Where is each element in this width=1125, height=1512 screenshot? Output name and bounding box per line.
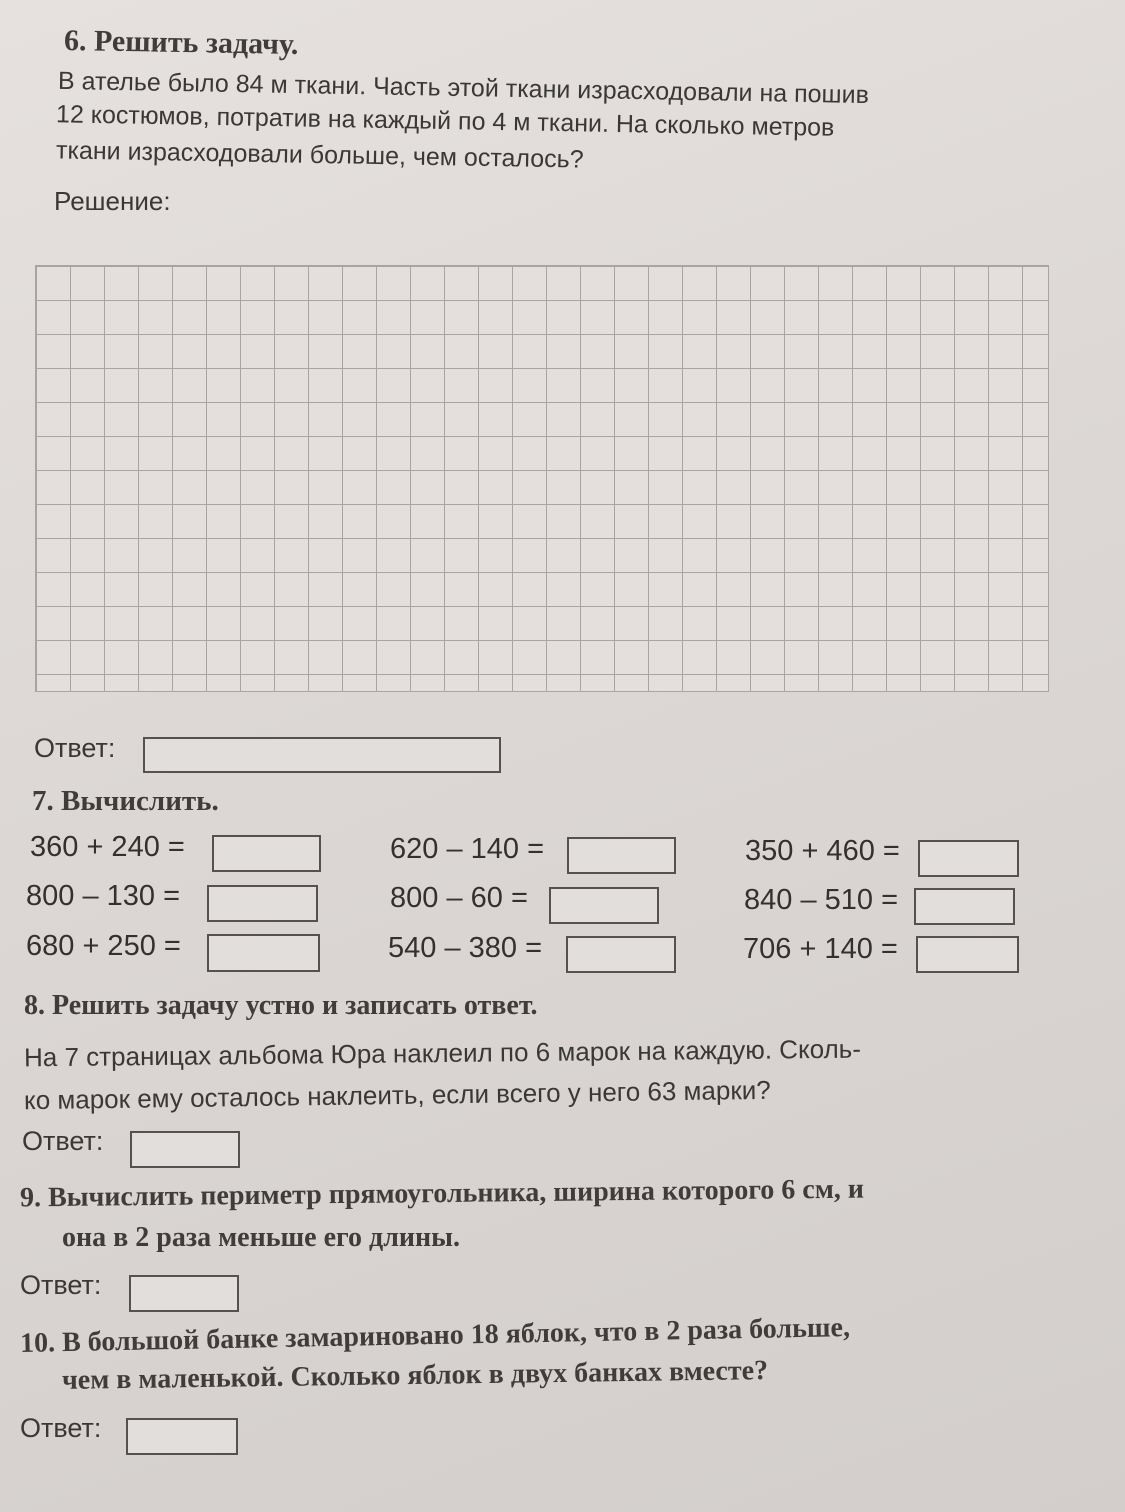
- task10-answer-label: Ответ:: [20, 1413, 102, 1443]
- task9-answer-label: Ответ:: [20, 1270, 102, 1300]
- calc-expression: 840 – 510 =: [744, 884, 899, 916]
- task9-answer-box[interactable]: [129, 1275, 239, 1312]
- task8-answer-label: Ответ:: [22, 1126, 104, 1156]
- task6-line-3: ткани израсходовали больше, чем осталось?: [55, 136, 584, 174]
- calc-answer-box[interactable]: [207, 885, 318, 922]
- task6-line-1: В ателье было 84 м ткани. Часть этой ткани израсходовали на пошив: [57, 66, 870, 110]
- calc-answer-box[interactable]: [914, 888, 1015, 925]
- calc-answer-box[interactable]: [916, 936, 1019, 973]
- calc-answer-box[interactable]: [549, 887, 659, 924]
- calc-expression: 360 + 240 =: [30, 831, 185, 863]
- task10-answer-box[interactable]: [126, 1418, 238, 1455]
- task9-line-2: она в 2 раза меньше его длины.: [62, 1222, 461, 1253]
- task10-line-2: чем в маленькой. Сколько яблок в двух банках вместе?: [61, 1355, 769, 1396]
- calc-answer-box[interactable]: [567, 837, 676, 874]
- task6-line-2: 12 костюмов, потратив на каждый по 4 м ткани. На сколько метров: [55, 100, 835, 142]
- calc-expression: 350 + 460 =: [745, 835, 900, 867]
- calc-expression: 800 – 60 =: [390, 882, 528, 914]
- task8-line-2: ко марок ему осталось наклеить, если всего у него 63 марки?: [23, 1074, 771, 1116]
- calc-expression: 620 – 140 =: [390, 833, 545, 865]
- calc-answer-box[interactable]: [212, 835, 321, 872]
- calc-expression: 706 + 140 =: [743, 933, 898, 965]
- task9-line-1: 9. Вычислить периметр прямоугольника, ширина которого 6 см, и: [19, 1173, 865, 1214]
- task6-answer-label: Ответ:: [34, 733, 116, 763]
- calc-answer-box[interactable]: [207, 934, 320, 972]
- task10-line-1: 10. В большой банке замариновано 18 яблок, что в 2 раза больше,: [19, 1312, 851, 1359]
- task6-answer-box[interactable]: [143, 737, 501, 773]
- calc-answer-box[interactable]: [918, 840, 1019, 877]
- task6-title: 6. Решить задачу.: [63, 23, 299, 62]
- task8-title: 8. Решить задачу устно и записать ответ.: [24, 990, 538, 1021]
- task8-answer-box[interactable]: [130, 1131, 240, 1168]
- solution-grid[interactable]: [35, 265, 1049, 692]
- calc-expression: 540 – 380 =: [388, 932, 543, 964]
- calc-expression: 800 – 130 =: [26, 880, 181, 912]
- solution-label: Решение:: [54, 186, 171, 216]
- calc-answer-box[interactable]: [566, 936, 676, 973]
- task7-title: 7. Вычислить.: [32, 785, 219, 817]
- calc-expression: 680 + 250 =: [26, 930, 181, 962]
- task8-line-1: На 7 страницах альбома Юра наклеил по 6 марок на каждую. Сколь-: [23, 1033, 862, 1073]
